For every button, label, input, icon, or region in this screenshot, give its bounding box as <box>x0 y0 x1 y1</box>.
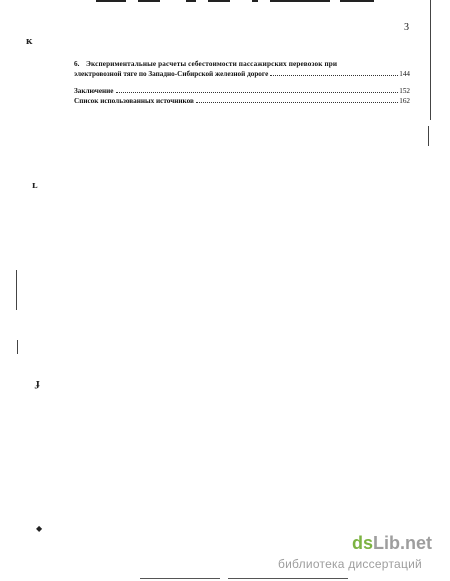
toc-page-ref: 144 <box>399 70 410 78</box>
toc-entry-title: Экспериментальные расчеты себестоимости пассажирских перевозок при <box>86 60 338 68</box>
toc-entry-section6-line2 <box>74 69 410 79</box>
toc-page-ref: 162 <box>399 97 410 105</box>
dslib-logo: dsLib.net <box>352 533 433 553</box>
table-of-contents <box>74 59 410 106</box>
toc-entry-title: Заключение <box>74 87 114 95</box>
scan-right-edge <box>428 126 429 146</box>
scan-top-edge <box>138 0 160 2</box>
toc-entry-conclusion <box>74 86 410 96</box>
scan-bottom-edge <box>228 578 348 579</box>
scan-top-edge <box>270 0 330 2</box>
scan-top-edge <box>96 0 126 2</box>
scan-bottom-edge <box>140 578 220 579</box>
scan-speck: ◆ <box>36 524 43 533</box>
dslib-tagline: библиотека диссертаций <box>278 557 422 571</box>
page-number: 3 <box>404 22 409 33</box>
toc-entry-title: Список использованных источников <box>74 97 194 105</box>
scan-top-edge <box>208 0 230 2</box>
scan-left-edge <box>16 270 17 310</box>
scan-right-edge <box>430 0 431 120</box>
toc-entry-references <box>74 96 410 106</box>
toc-entry-title-cont: электровозной тяге по Западно-Сибирской железной дороге <box>74 70 269 78</box>
scan-top-edge <box>252 0 258 2</box>
dot-leader <box>196 101 398 103</box>
scan-speck: ʟ <box>32 179 38 191</box>
dot-leader <box>116 91 399 93</box>
toc-section-number: 6. <box>74 60 80 68</box>
scan-speck: ɟ <box>36 377 40 389</box>
toc-entry-section6-line1 <box>74 59 410 69</box>
scan-top-edge <box>340 0 374 2</box>
toc-page-ref: 152 <box>399 87 410 95</box>
dot-leader <box>270 74 398 76</box>
scan-speck: ᴋ <box>26 35 33 47</box>
scan-top-edge <box>186 0 196 2</box>
scan-left-edge <box>17 340 18 354</box>
